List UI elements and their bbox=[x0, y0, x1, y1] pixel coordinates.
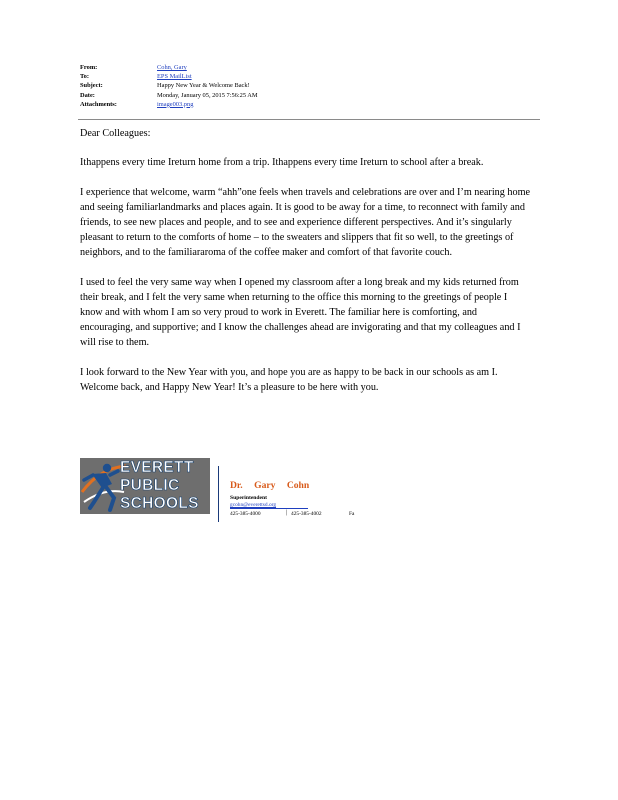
email-body bbox=[80, 126, 532, 410]
date-value: Monday, January 05, 2015 7:56:25 AM bbox=[157, 91, 258, 99]
date-row bbox=[80, 91, 550, 100]
signature-title: Superintendent bbox=[230, 495, 267, 501]
paragraph-4: I look forward to the New Year with you, and hope you are as happy to be back in our schools as am I. Welcome back, and Happy New Year! It’s a pleasure to be here with you. bbox=[80, 367, 498, 393]
signature-email-link[interactable]: gcohn@everettsd.org bbox=[230, 502, 277, 508]
from-row bbox=[80, 63, 550, 72]
signature-fax-label: Fa bbox=[349, 511, 355, 517]
logo-text-schools: SCHOOLS bbox=[120, 495, 199, 512]
signature-underline bbox=[230, 508, 308, 509]
from-label: From: bbox=[80, 64, 98, 71]
email-header bbox=[80, 63, 550, 109]
everett-public-schools-logo bbox=[80, 458, 210, 514]
attachments-row bbox=[80, 100, 550, 109]
signature-name: Dr. Gary Cohn bbox=[230, 480, 310, 491]
email-signature bbox=[80, 458, 380, 518]
signature-pipe: | bbox=[286, 510, 288, 516]
logo-text-public: PUBLIC bbox=[120, 477, 180, 494]
subject-value: Happy New Year & Welcome Back! bbox=[157, 82, 250, 90]
to-value-link[interactable]: EPS MailList bbox=[157, 73, 192, 81]
signature-phone: 425-385-4000 bbox=[230, 511, 261, 517]
signature-divider bbox=[218, 466, 219, 522]
date-label: Date: bbox=[80, 91, 95, 99]
paragraph-2: I experience that welcome, warm “ahh”one feels when travels and celebrations are over and I’m nearing home and seeing familiarlandmarks and places again. It is good to be away for a time, to reconnect with family and friends, to see new places and people, and to see and experience different perspectives. And it’s singularly pleasant to return to the comforts of home – to the sweaters and slippers that fit so well, to the greetings of neighbors, and to the familiararoma of the coffee maker and comfort of that favorite couch. bbox=[80, 187, 531, 258]
signature-fax: 425-385-4002 bbox=[291, 511, 322, 517]
paragraph-1: Ithappens every time Ireturn home from a trip. Ithappens every time Ireturn to school after a break. bbox=[80, 157, 484, 168]
attachments-label: Attachments: bbox=[80, 100, 117, 108]
subject-label: Subject: bbox=[80, 82, 103, 90]
header-divider bbox=[78, 119, 540, 120]
greeting: Dear Colleagues: bbox=[80, 128, 151, 139]
to-label: To: bbox=[80, 73, 89, 81]
logo-text-everett: EVERETT bbox=[120, 459, 194, 476]
attachment-link[interactable]: image003.png bbox=[157, 100, 194, 108]
to-row bbox=[80, 72, 550, 81]
from-value-link[interactable]: Cohn, Gary bbox=[157, 64, 187, 71]
paragraph-3: I used to feel the very same way when I opened my classroom after a long break and my kids returned from their break, and I felt the very same when returning to the office this morning to the greetings of people I know and with whom I am so very proud to work in Everett. The familiar here is comforting, and encouraging, and supportive; and I know the challenges ahead are invigorating and that my colleagues and I will rise to them. bbox=[80, 277, 521, 348]
subject-row bbox=[80, 81, 550, 90]
